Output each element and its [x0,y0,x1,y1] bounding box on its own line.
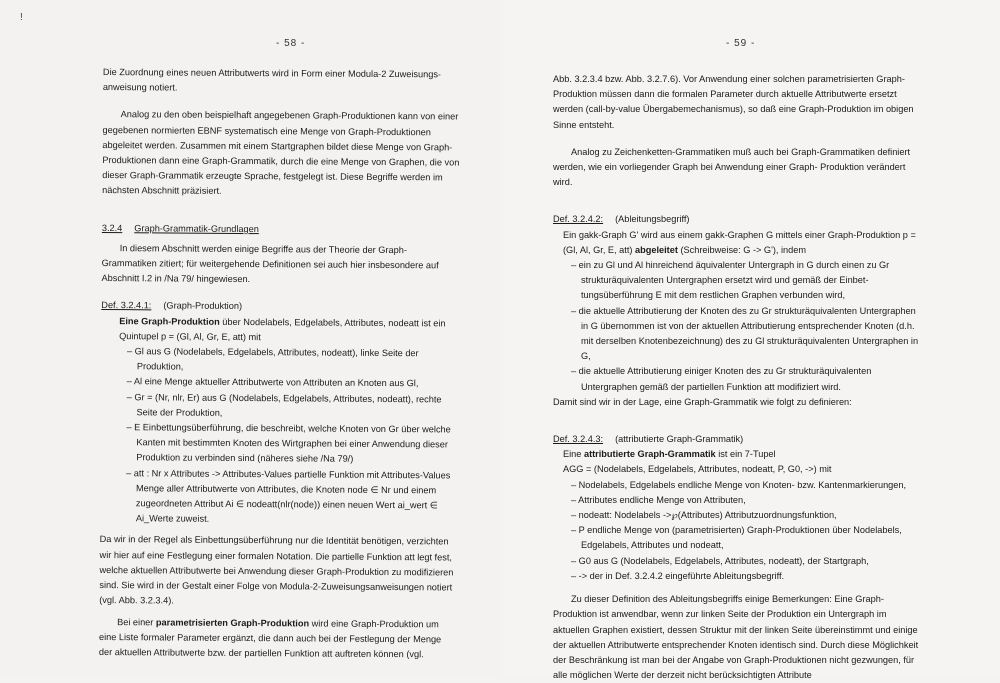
right-text-column [553,72,925,683]
def-1-label: Def. 3.2.4.1: [101,300,152,311]
page-number-left: - 58 - [276,38,306,49]
def-3-title: (attributierte Graph-Grammatik) [615,434,744,445]
def-1-intro-bold: Eine Graph-Produktion [119,315,220,327]
section-intro: In diesem Abschnitt werden einige Begriffe aus der Theorie der Graph- Grammatiken zitiert; für weitergehende Definitionen sei auch hier insbesondere auf Abschnitt I.2 in /Na 79/ hingewiesen. [101,242,439,285]
def-1-item: – Gl aus G (Nodelabels, Edgelabels, Attributes, nodeatt), linke Seite der Produktion, [126,346,419,372]
section-heading [102,221,459,239]
def-3-body [553,447,925,584]
def-1-item: – E Einbettungsüberführung, die beschreibt, welche Knoten von Gr über welche Kanten mit bestimmten Knoten des Wirtgraphen bei einer Anwendung dieser Produktion zu verbinden sind (näheres siehe /Na 79/) [126,422,451,465]
left-para-3: Da wir in der Regel als Einbettungsüberführung nur die Identität benötigen, verzichten wir hier auf eine Festlegung einer formalen Notation. Die partielle Funktion att legt fest, welche aktuellen Attributwerte bei Anwendung dieser Graph-Produktion zu modifizieren sind. Sie wird in der Gestalt einer Folge von Modula-2-Zuweisungsanweisungen notiert (vgl. Abb. 3.2.3.4). [99,534,454,606]
def-3-header [553,432,925,447]
def-3-item: – nodeatt: Nodelabels ->℘(Attributes) Attributzuordnungsfunktion, [571,510,837,521]
def-2-outro: Damit sind wir in der Lage, eine Graph-Grammatik wie folgt zu definieren: [553,396,852,407]
def-1-item: – Gr = (Nr, nlr, Er) aus G (Nodelabels, Edgelabels, Attributes, nodeatt), rechte Seite der Produktion, [126,391,442,418]
def-2-title: (Ableitungsbegriff) [615,214,690,225]
def-3-item: – -> der in Def. 3.2.4.2 eingeführte Ableitungsbegriff. [571,570,785,581]
def-3-label: Def. 3.2.4.3: [553,434,604,445]
def-2-item: – die aktuelle Attributierung der Knoten des zu Gr strukturäquivalenten Untergraphen in G übernommen ist von der aktuellen Attributierung entsprechender Knoten (d.h. mit derselben Knotenbezeichnung) des zu Gl strukturäquivalenten Untergraphen in G, [571,305,919,362]
left-text-column [99,65,460,663]
para-4-bold: parametrisierten Graph-Produktion [155,616,310,628]
def-3-tuple: AGG = (Nodelabels, Edgelabels, Attributes, nodeatt, P, G0, ->) mit [563,464,832,475]
def-2-item: – die aktuelle Attributierung einiger Knoten des zu Gr strukturäquivalenten Untergraphen gemäß der partiellen Funktion att modifiziert wird. [571,366,872,392]
def-2-body [553,228,925,395]
margin-mark: ! [20,12,23,23]
def-1-body [100,314,458,529]
section-number: 3.2.4 [101,222,123,233]
def-2-intro-bold: abgeleitet [635,244,678,255]
page-number-right: - 59 - [726,38,756,49]
left-para-4: Bei einer parametrisierten Graph-Produktion wird eine Graph-Produktion um eine Liste formaler Parameter ergänzt, die dann auch bei der Festlegung der Menge der aktuellen Attributwerte bzw. der partiellen Funktion att auftreten können (vgl. [98,616,442,660]
def-3-item: – Attributes endliche Menge von Attributen, [571,494,746,505]
right-para-2: Analog zu Zeichenketten-Grammatiken muß auch bei Graph-Grammatiken definiert werden, wie ein vorliegender Graph bei Anwendung einer Graph- Produktion verändert wird. [553,146,911,188]
right-para-3: Zu dieser Definition des Ableitungsbegriffs einige Bemerkungen: Eine Graph- Produktion ist anwendbar, wenn zur linken Seite der Produktion ein Untergraph im aktuellen Graphen existiert, dessen Struktur mit der linken Seite übereinstimmt und einige der aktuellen Attributwerte entsprechender Knoten identisch sind. Durch diese Möglichkeit der Beschränkung ist man bei der Angabe von Graph-Produktionen nicht gezwungen, für alle möglichen Werte der derzeit nicht berücksichtigten Attribute [553,594,919,681]
def-1-intro-rest: über Nodelabels, Edgelabels, Attributes, nodeatt ist ein Quintupel p = (Gl, Al, Gr, E, att) mit [119,316,446,342]
def-3-item: – P endliche Menge von (parametrisierten) Graph-Produktionen über Nodelabels, Edgelabels, Attributes und nodeatt, [571,525,902,551]
def-3-intro: Eine attributierte Graph-Grammatik ist ein 7-Tupel [563,449,776,460]
left-page [0,0,500,678]
def-2-label: Def. 3.2.4.2: [553,214,604,225]
def-1-intro [119,314,458,347]
def-1-title: (Graph-Produktion) [163,300,243,312]
right-page [500,0,1000,681]
def-1-item: – att : Nr x Attributes -> Attributes-Values partielle Funktion mit Attributes-Values Menge aller Attributwerte von Attributes, die Knoten node ∈ Nr und einem zugeordneten Attribut Ai ∈ nodeatt(nlr(node)) einen neuen Wert ai_wert ∈ Ai_Werte zuweist. [126,467,451,525]
section-title: Graph-Grammatik-Grundlagen [134,222,259,234]
def-2-intro: Ein gakk-Graph G' wird aus einem gakk-Graphen G mittels einer Graph-Produktion p = (Gl, Al, Gr, E, att) abgeleitet (Schreibweise: G -> G'), indem [563,229,916,255]
right-para-1: Abb. 3.2.3.4 bzw. Abb. 3.2.7.6). Vor Anwendung einer solchen parametrisierten Graph-Produktion müssen dann die formalen Parameter durch aktuelle Attributwerte ersetzt werden (call-by-value Übergabemechanismus), so daß eine Graph-Produktion im obigen Sinne entsteht. [553,74,914,130]
def-2-header [553,212,925,227]
def-3-item: – G0 aus G (Nodelabels, Edgelabels, Attributes, nodeatt), der Startgraph, [571,555,869,566]
def-3-intro-bold: attributierte Graph-Grammatik [583,449,716,460]
left-para-2: Analog zu den oben beispielhaft angegebenen Graph-Produktionen kann von einer gegebenen normierten EBNF systematisch eine Menge von Graph-Produktionen abgeleitet werden. Zusammen mit einem Startgraphen bildet diese Menge von Graph-Produktionen dann eine Graph-Grammatik, durch die eine Menge von Graphen, die von dieser Graph-Grammatik erzeugte Sprache, festgelegt ist. Diese Begriffe werden im nächsten Abschnitt präzisiert. [102,109,460,197]
def-1-item: – Al eine Menge aktueller Attributwerte von Attributen an Knoten aus Gl, [126,376,419,389]
def-3-item: – Nodelabels, Edgelabels endliche Menge von Knoten- bzw. Kantenmarkierungen, [571,479,907,490]
left-para-1: Die Zuordnung eines neuen Attributwerts wird in Form einer Modula-2 Zuweisungs- anweisung notiert. [102,66,442,93]
def-2-item: – ein zu Gl und Al hinreichend äquivalenter Untergraph in G durch einen zu Gr strukturäquivalenten Untergraphen ersetzt wird und gemäß der Einbet- tungsüberführung E mit dem restlichen Graphen verbunden wird, [571,260,890,301]
